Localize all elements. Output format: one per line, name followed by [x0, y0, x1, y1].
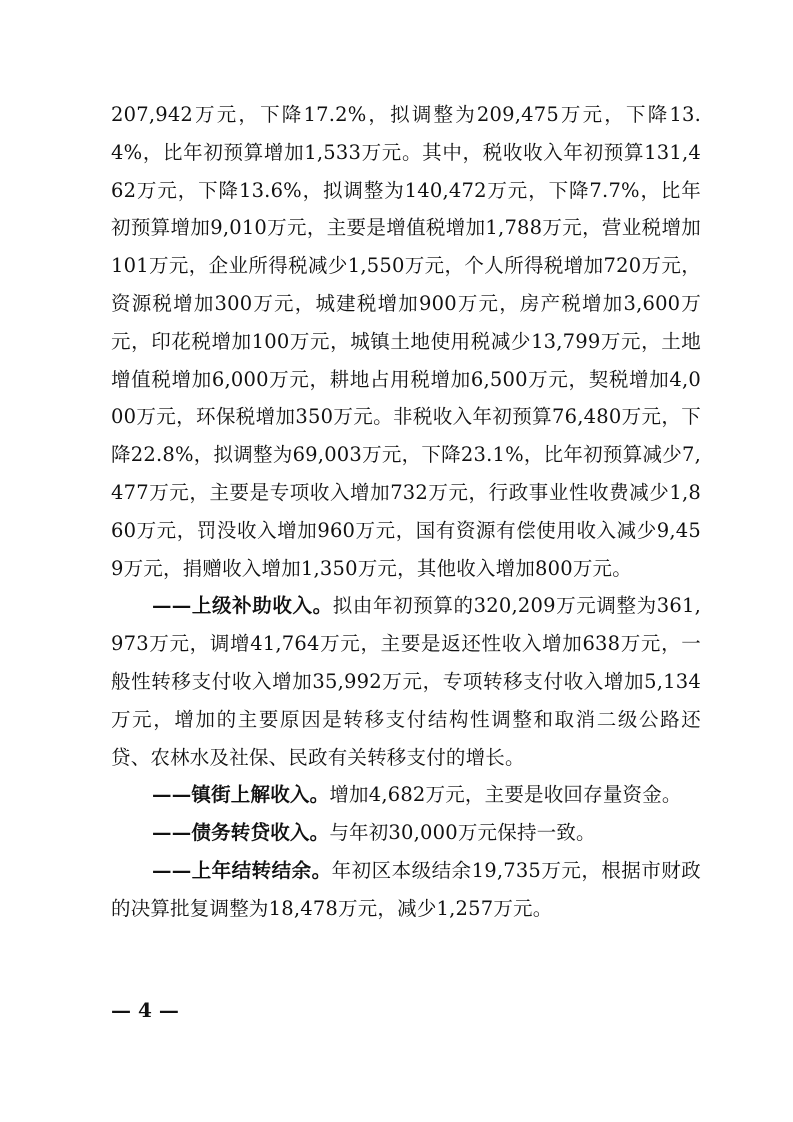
paragraph-prior-year-carryover-balance: [111, 852, 701, 928]
paragraph-superior-subsidy-income: [111, 587, 701, 776]
page-number: — 4 —: [111, 998, 179, 1022]
section-lead-heading: ——上年结转结余。: [152, 858, 332, 882]
paragraph-text: 与年初30,000万元保持一致。: [329, 821, 596, 845]
paragraph-text: 拟由年初预算的320,209万元调整为361,973万元，调增41,764万元，主要是返还性收入增加638万元，一般性转移支付收入增加35,992万元，专项转移支付收入增加5,134万元，增加的主要原因是转移支付结构性调整和取消二级公路还贷、农林水及社保、民政有关转移支付的增长。: [111, 594, 701, 769]
section-lead-heading: ——上级补助收入。: [152, 594, 333, 618]
paragraph-text: 207,942万元，下降17.2%，拟调整为209,475万元，下降13.4%，比年初预算增加1,533万元。其中，税收收入年初预算131,462万元，下降13.6%，拟调整为140,472万元，下降7.7%，比年初预算增加9,010万元，主要是增值税增加1,788万元，营业税增加101万元，企业所得税减少1,550万元，个人所得税增加720万元，资源税增加300万元，城建税增加900万元，房产税增加3,600万元，印花税增加100万元，城镇土地使用税减少13,799万元，土地增值税增加6,000万元，耕地占用税增加6,500万元，契税增加4,000万元，环保税增加350万元。非税收入年初预算76,480万元，下降22.8%，拟调整为69,003万元，下降23.1%，比年初预算减少7,477万元，主要是专项收入增加732万元，行政事业性收费减少1,860万元，罚没收入增加960万元，国有资源有偿使用收入减少9,459万元，捐赠收入增加1,350万元，其他收入增加800万元。: [111, 103, 701, 580]
paragraph-general-budget-continuation: [111, 96, 701, 587]
paragraph-debt-transfer-loan-income: [111, 814, 701, 852]
paragraph-text: 增加4,682万元，主要是收回存量资金。: [329, 783, 682, 807]
paragraph-town-street-remittance-income: [111, 776, 701, 814]
paragraph-text: 年初区本级结余19,735万元，根据市财政的决算批复调整为18,478万元，减少1,257万元。: [111, 858, 701, 920]
document-body: [111, 96, 701, 928]
section-lead-heading: ——债务转贷收入。: [152, 821, 330, 845]
section-lead-heading: ——镇街上解收入。: [152, 783, 330, 807]
